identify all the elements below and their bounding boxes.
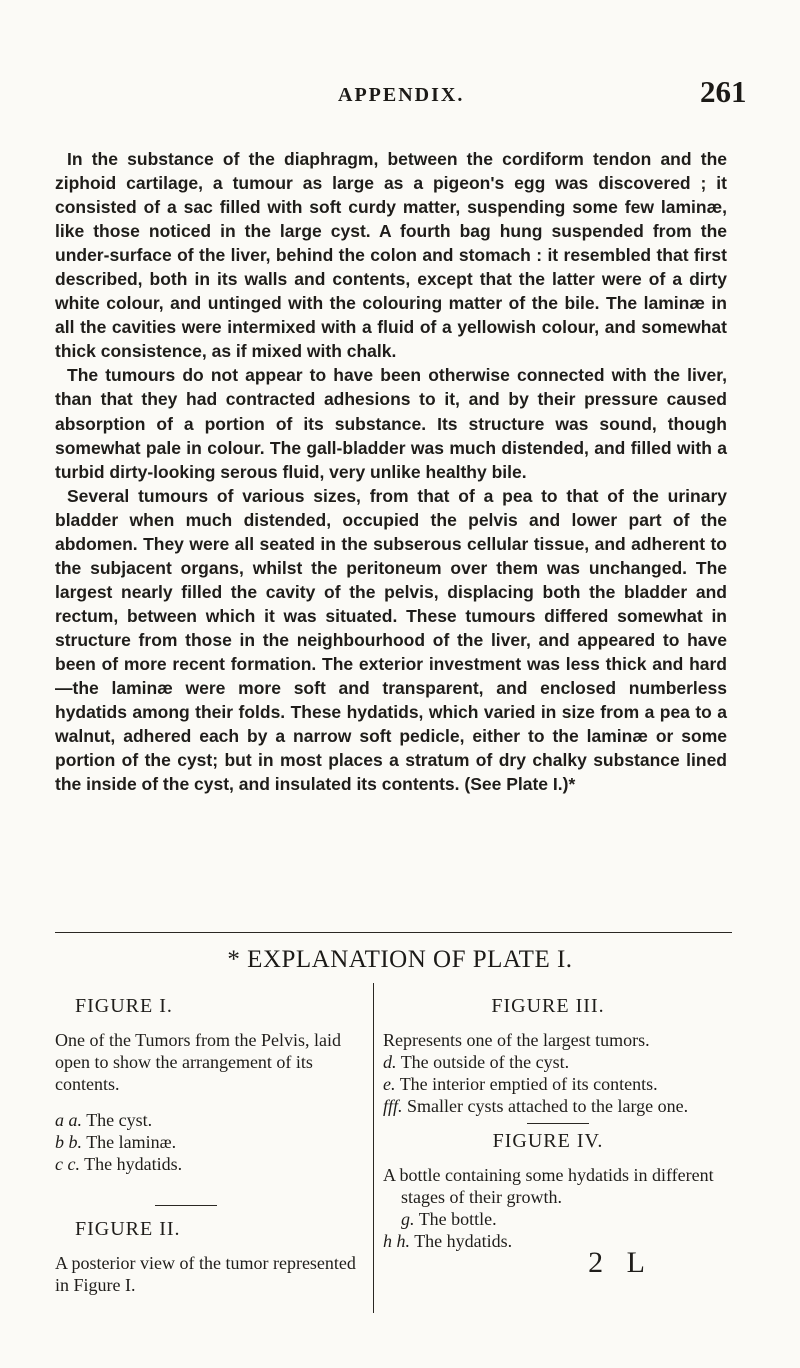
legend-text: The hydatids. bbox=[84, 1154, 183, 1174]
signature-mark: 2 L bbox=[588, 1246, 653, 1279]
figure-4-text: A bottle containing some hydatids in different stages of their growth. bbox=[383, 1165, 714, 1207]
legend-item bbox=[383, 1095, 733, 1117]
explanation-left-column bbox=[55, 995, 365, 1296]
legend-item bbox=[383, 1073, 733, 1095]
paragraph: The tumours do not appear to have been otherwise connected with the liver, than that they had contracted adhesions to it, and by their pressure caused absorption of a portion of its substance. Its structure was sound, though somewhat pale in colour. The gall-bladder was much distended, and filled with a turbid dirty-looking serous fluid, very unlike healthy bile. bbox=[55, 365, 727, 482]
figure-1-heading: FIGURE I. bbox=[75, 995, 173, 1017]
explanation-title: * EXPLANATION OF PLATE I. bbox=[227, 946, 573, 973]
legend-text: The hydatids. bbox=[414, 1231, 513, 1251]
page-header bbox=[0, 72, 800, 112]
legend-label: fff. bbox=[383, 1096, 403, 1116]
figure-2-text: A posterior view of the tumor represented in Figure I. bbox=[55, 1253, 356, 1295]
figure-3-text: Represents one of the largest tumors. bbox=[383, 1030, 650, 1050]
paragraph: In the substance of the diaphragm, between the cordiform tendon and the ziphoid cartilage, a tumour as large as a pigeon's egg was discovered ; it consisted of a sac filled with soft curdy matter, suspending some few laminæ, like those noticed in the large cyst. A fourth bag hung suspended from the under-surface of the liver, behind the colon and stomach : it resembled that first described, both in its walls and contents, except that the latter were of a dirty white colour, and untinged with the colouring matter of the bile. The laminæ in all the cavities were intermixed with a fluid of a yellowish colour, and somewhat thick consistence, as if mixed with chalk. bbox=[55, 149, 727, 362]
legend-text: The outside of the cyst. bbox=[400, 1052, 570, 1072]
page-number: 261 bbox=[700, 74, 747, 109]
legend-item bbox=[55, 1109, 365, 1131]
body-text bbox=[55, 147, 727, 796]
legend-text: The interior emptied of its contents. bbox=[399, 1074, 658, 1094]
legend-label: e. bbox=[383, 1074, 396, 1094]
legend-item bbox=[55, 1153, 365, 1175]
legend-item bbox=[55, 1131, 365, 1153]
legend-label: c c. bbox=[55, 1154, 80, 1174]
legend-text: The bottle. bbox=[418, 1209, 497, 1229]
column-divider bbox=[373, 983, 374, 1313]
running-head: APPENDIX. bbox=[338, 84, 465, 106]
explanation-right-column bbox=[383, 995, 733, 1279]
legend-text: The cyst. bbox=[86, 1110, 153, 1130]
figure-3-heading: FIGURE III. bbox=[491, 995, 605, 1017]
paragraph: Several tumours of various sizes, from that of a pea to that of the urinary bladder when much distended, occupied the pelvis and lower part of the abdomen. They were all seated in the subserous cellular tissue, and adherent to the subjacent organs, whilst the peritoneum over them was unchanged. The largest nearly filled the cavity of the pelvis, displacing both the bladder and rectum, between which it was situated. These tumours differed somewhat in structure from those in the neighbourhood of the liver, and appeared to have been of more recent formation. The exterior investment was less thick and hard—the laminæ were more soft and transparent, and enclosed numberless hydatids among their folds. These hydatids, which varied in size from a pea to a walnut, adhered each by a narrow soft pedicle, either to the laminæ or some portion of the cyst; but in most places a stratum of dry chalky substance lined the inside of the cyst, and insulated its contents. (See Plate I.)* bbox=[55, 485, 727, 795]
legend-item bbox=[383, 1230, 733, 1252]
legend-item bbox=[383, 1051, 733, 1073]
legend-label: g. bbox=[401, 1209, 415, 1229]
legend-label: h h. bbox=[383, 1231, 410, 1251]
figure-4-heading: FIGURE IV. bbox=[492, 1130, 604, 1152]
legend-text: The laminæ. bbox=[86, 1132, 177, 1152]
legend-label: a a. bbox=[55, 1110, 82, 1130]
legend-text: Smaller cysts attached to the large one. bbox=[407, 1096, 689, 1116]
legend-label: b b. bbox=[55, 1132, 82, 1152]
legend-label: d. bbox=[383, 1052, 397, 1072]
figure-1-text: One of the Tumors from the Pelvis, laid open to show the arrangement of its contents. bbox=[55, 1030, 341, 1094]
footnote-rule bbox=[55, 932, 732, 933]
figure-2-heading: FIGURE II. bbox=[75, 1218, 181, 1240]
legend-item bbox=[383, 1208, 733, 1230]
